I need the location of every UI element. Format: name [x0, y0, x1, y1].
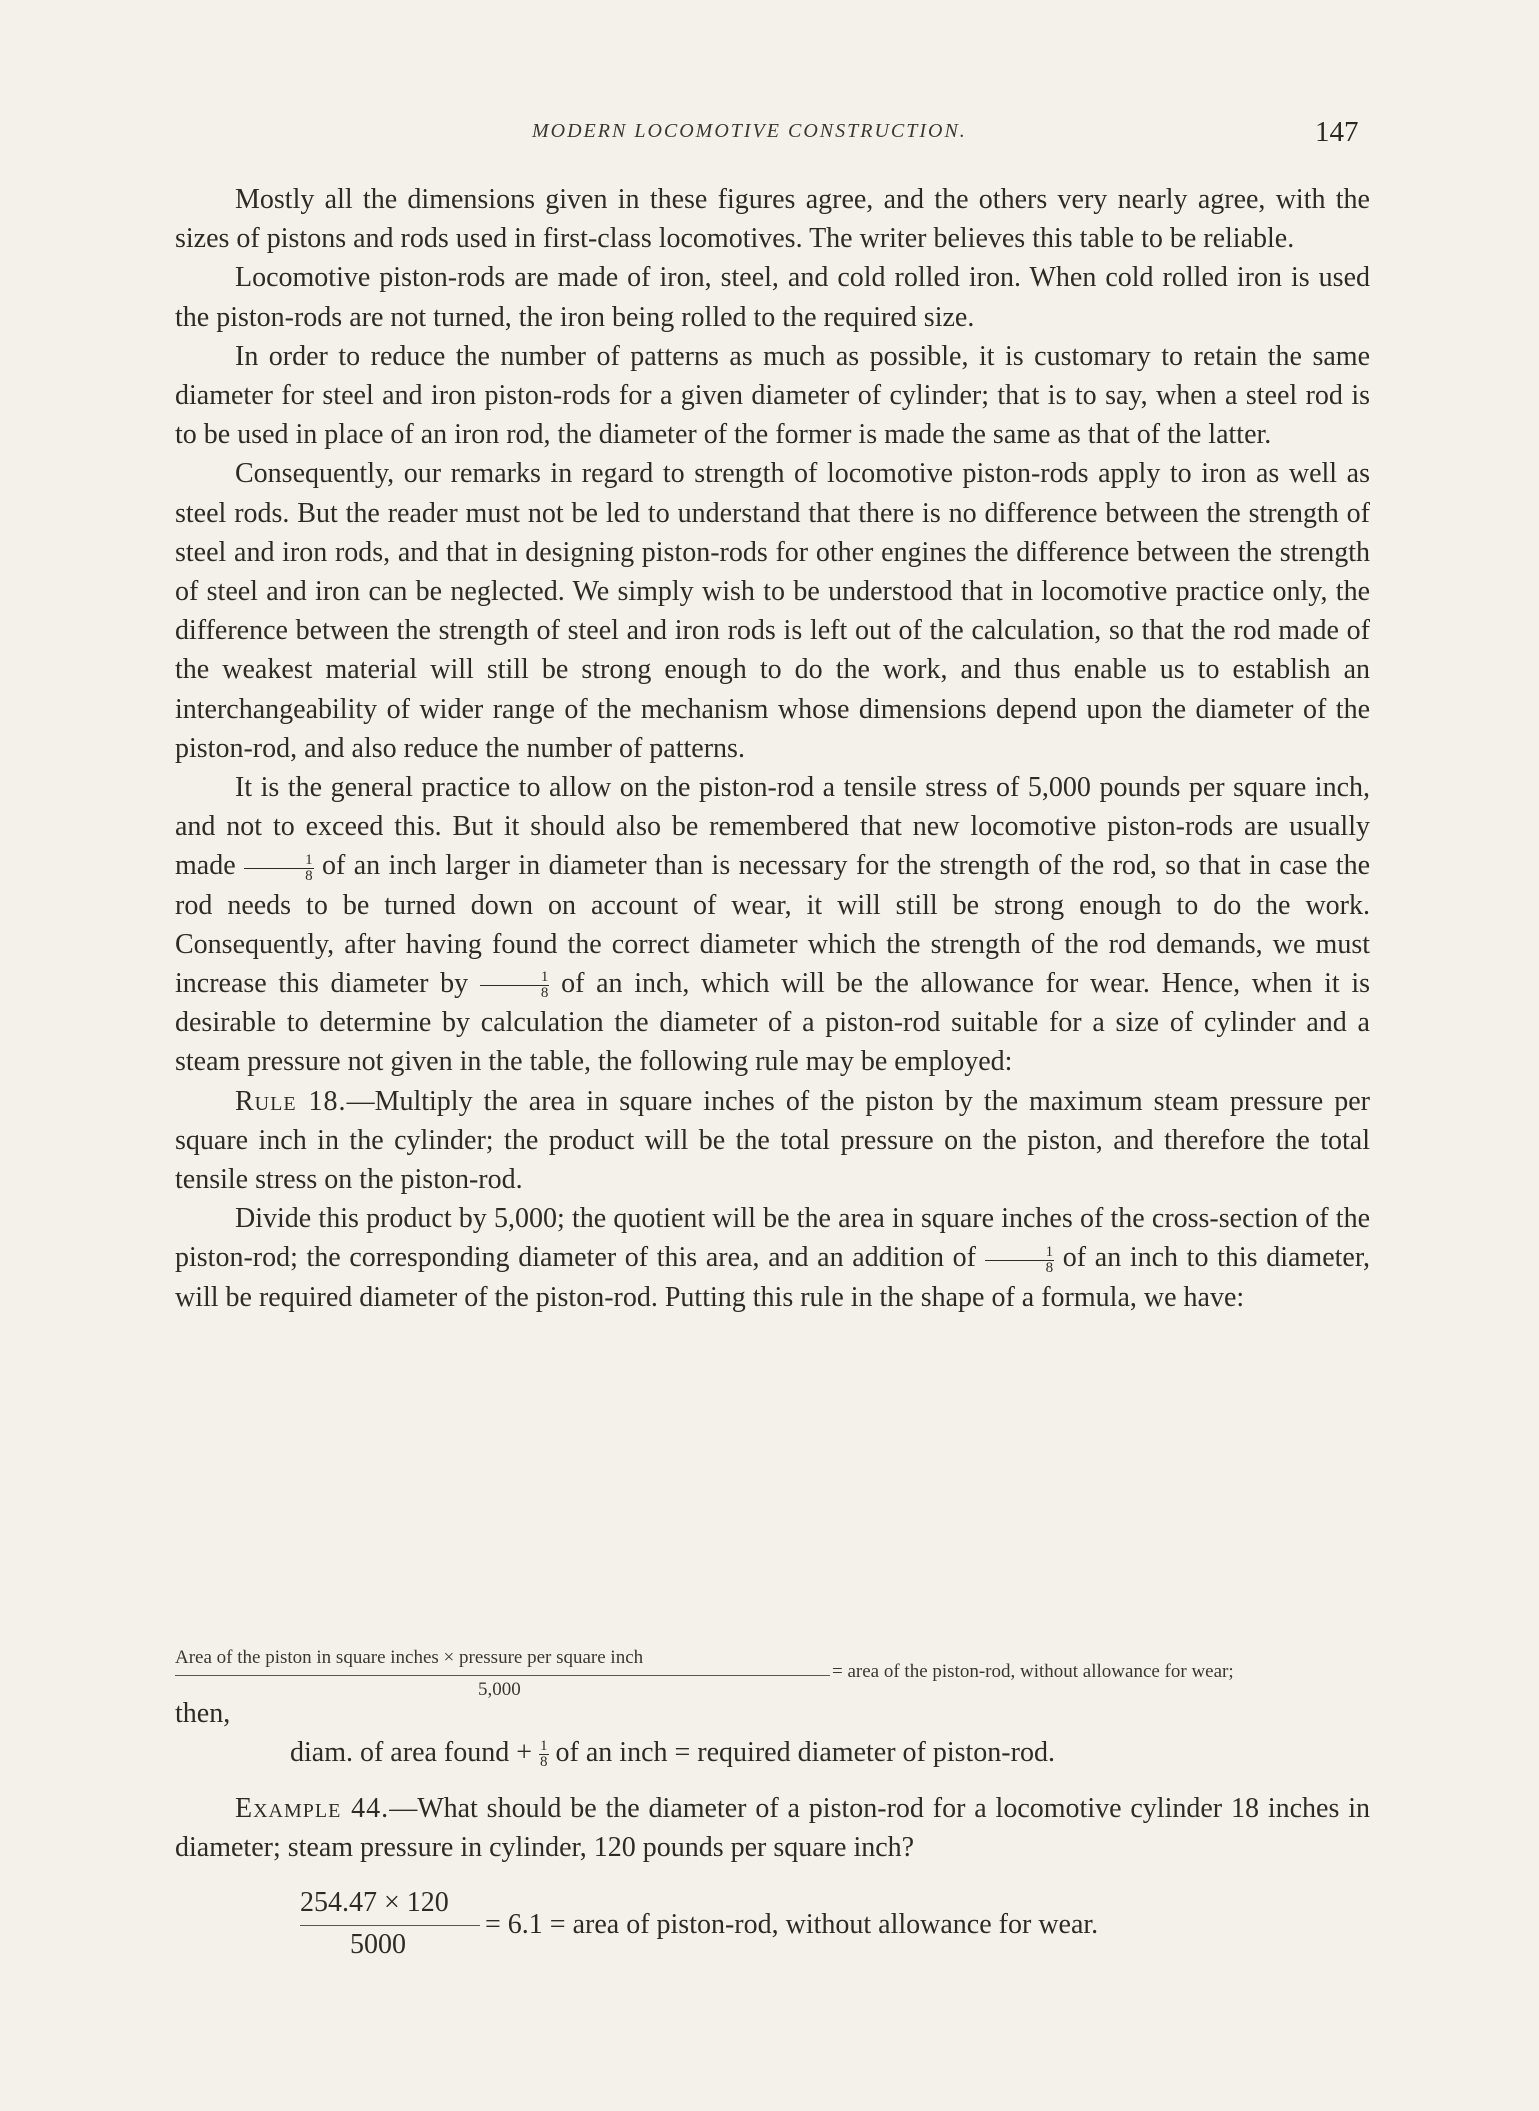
paragraph-2: Locomotive piston-rods are made of iron, steel, and cold rolled iron. When cold rolled iron is used the piston-rods are not turned, the iron being rolled to the required size.	[175, 262, 1370, 333]
diameter-formula	[290, 1737, 1055, 1770]
fraction-denominator: 8	[305, 867, 313, 884]
fraction-numerator: 1	[540, 1738, 548, 1755]
example-denominator: 5000	[350, 1929, 406, 1960]
example-result: = 6.1 = area of piston-rod, without allowance for wear.	[485, 1909, 1099, 1940]
fraction-one-eighth	[985, 1245, 1055, 1276]
paragraph-1: Mostly all the dimensions given in these figures agree, and the others very nearly agree, with the sizes of pistons and rods used in first-class locomotives. The writer believes this table to be reliable.	[175, 184, 1370, 255]
rule-label: Rule 18.	[235, 1085, 347, 1117]
example-block	[175, 1789, 1370, 1867]
fraction-denominator: 8	[1045, 1259, 1054, 1276]
fraction-numerator: 1	[244, 853, 314, 869]
paragraph-7	[175, 1199, 1370, 1317]
formula-result: = area of the piston-rod, without allowance for wear;	[832, 1661, 1234, 1682]
example-numerator: 254.47 × 120	[300, 1887, 449, 1918]
running-head: MODERN LOCOMOTIVE CONSTRUCTION.	[532, 120, 967, 142]
paragraph-7-part-a: Divide this product by 5,000; the quotient will be the area in square inches of the cross-section of the piston-rod; the corresponding diameter of this area, and an addition of	[175, 1203, 1370, 1274]
example-text: —What should be the diameter of a piston-rod for a locomotive cylinder 18 inches in diameter; steam pressure in cylinder, 120 pounds per square inch?	[175, 1793, 1370, 1864]
paragraph-5	[175, 768, 1370, 1082]
fraction-one-eighth	[539, 1739, 549, 1770]
diameter-formula-left: diam. of area found +	[290, 1737, 533, 1768]
paragraph-3: In order to reduce the number of patterns as much as possible, it is customary to retain the same diameter for steel and iron piston-rods for a given diameter of cylinder; that is to say, when a steel rod is to be used in place of an iron rod, the diameter of the former is made the same as that of the latter.	[175, 340, 1370, 451]
formula-denominator: 5,000	[478, 1679, 521, 1700]
example-label: Example 44.	[235, 1793, 390, 1824]
paragraph-5-part-c: of an inch, which will be the allowance for wear. Hence, when it is desirable to determine by calculation the diameter of a piston-rod suitable for a size of cylinder and a steam pressure not given in the table, the following rule may be employed:	[175, 968, 1371, 1078]
example-paragraph	[175, 1789, 1370, 1867]
fraction-one-eighth	[480, 970, 550, 1001]
diameter-formula-right: of an inch = required diameter of piston-rod.	[555, 1737, 1055, 1768]
fraction-denominator: 8	[540, 1754, 548, 1771]
paragraph-5-part-a: It is the general practice to allow on the piston-rod a tensile stress of 5,000 pounds per square inch, and not to exceed this. But it should also be remembered that new locomotive piston-rods are usually made	[175, 772, 1370, 882]
rule-paragraph	[175, 1082, 1370, 1200]
fraction-bar	[175, 1675, 830, 1676]
fraction-one-eighth	[244, 853, 314, 884]
fraction-numerator: 1	[985, 1245, 1055, 1261]
page-number: 147	[1315, 116, 1359, 148]
fraction-bar	[300, 1925, 480, 1926]
paragraph-7-part-b: of an inch to this diameter, will be required diameter of the piston-rod. Putting this rule in the shape of a formula, we have:	[175, 1242, 1371, 1313]
paragraph-5-part-b: of an inch larger in diameter than is necessary for the strength of the rod, so that in case the rod needs to be turned down on account of wear, it will still be strong enough to do the work. Consequently, after having found the correct diameter which the strength of the rod demands, we must increase this diameter by	[175, 850, 1371, 1000]
then-label: then,	[175, 1698, 231, 1729]
body-text	[175, 180, 1370, 1317]
rule-text: —Multiply the area in square inches of the piston by the maximum steam pressure per square inch in the cylinder; the product will be the total pressure on the piston, and therefore the total tensile stress on the piston-rod.	[175, 1085, 1370, 1196]
paragraph-4: Consequently, our remarks in regard to strength of locomotive piston-rods apply to iron as well as steel rods. But the reader must not be led to understand that there is no difference between the strength of steel and iron rods, and that in designing piston-rods for other engines the difference between the strength of steel and iron can be neglected. We simply wish to be understood that in locomotive practice only, the difference between the strength of steel and iron rods is left out of the calculation, so that the rod made of the weakest material will still be strong enough to do the work, and thus enable us to establish an interchangeability of wider range of the mechanism whose dimensions depend upon the diameter of the piston-rod, and also reduce the number of patterns.	[175, 458, 1370, 764]
fraction-numerator: 1	[480, 970, 550, 986]
fraction-denominator: 8	[540, 985, 549, 1002]
formula-numerator: Area of the piston in square inches × pressure per square inch	[175, 1647, 644, 1668]
